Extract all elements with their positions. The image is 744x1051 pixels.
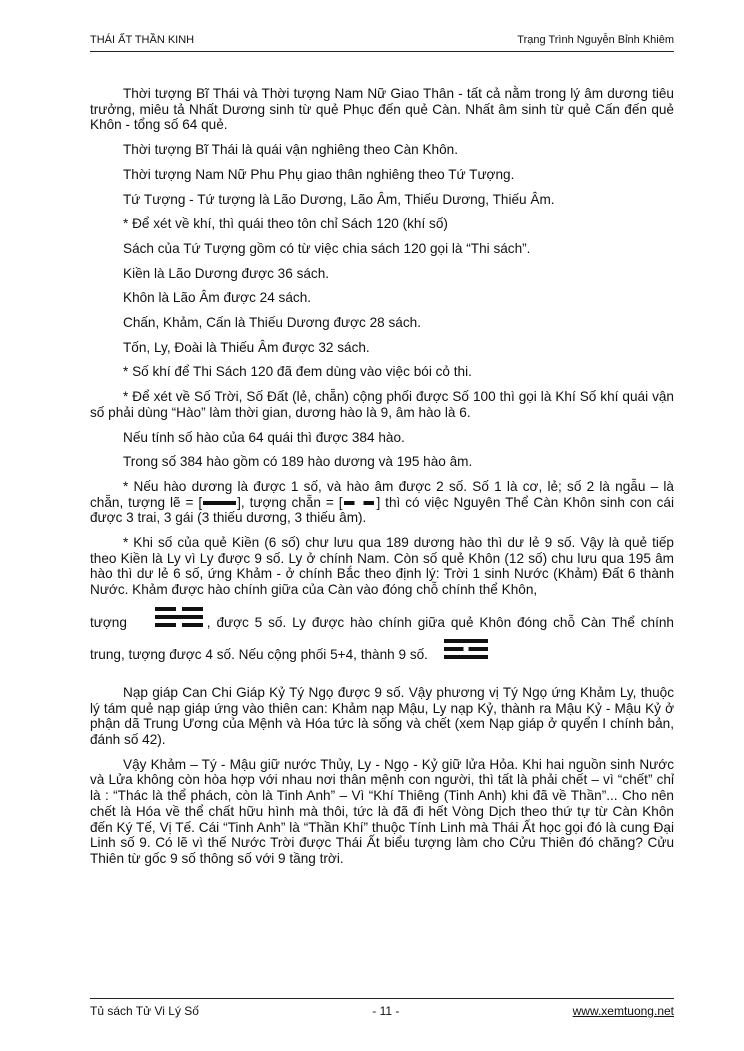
paragraph: Thời tượng Nam Nữ Phu Phụ giao thân nghiêng theo Tứ Tượng. bbox=[123, 166, 515, 182]
text-run: ] thì có việc Nguyên Thể Càn Khôn sinh con cái được 3 trai, 3 gái (3 thiếu dương, 3 thiếu âm). bbox=[90, 494, 675, 526]
yin-line bbox=[155, 623, 203, 627]
footer-rule bbox=[90, 998, 674, 999]
text-run: ], tượng chẵn = [ bbox=[237, 494, 343, 510]
paragraph: Thời tượng Bĩ Thái và Thời tượng Nam Nữ Giao Thân - tất cả nằm trong lý âm dương tiêu trưởng, miêu tả Nhất Dương sinh từ quẻ Phục đến quẻ Càn. Nhất âm sinh từ quẻ Cấn đến quẻ Khôn - tổng số 64 quẻ. bbox=[90, 86, 674, 133]
text-run: * Nếu hào dương là được 1 số, và hào âm được 2 số. Số 1 là cơ, lẻ; số 2 là ngẫu – là chẵn, tượng lẽ = [ bbox=[90, 478, 674, 510]
paragraph: Tứ Tượng - Tứ tượng là Lão Dương, Lão Âm, Thiếu Dương, Thiếu Âm. bbox=[123, 191, 555, 207]
footer-series: Tủ sách Tử Vi Lý Số bbox=[90, 1004, 199, 1018]
yang-line bbox=[444, 639, 488, 643]
text-run: , được 5 số. Ly được hào chính giữa quẻ Khôn đóng chỗ Càn Thể chính trung, tượng bbox=[90, 614, 674, 662]
yang-line bbox=[155, 615, 203, 619]
yin-line bbox=[155, 607, 203, 611]
paragraph: * Để xét về khí, thì quái theo tôn chỉ Sách 120 (khí số) bbox=[123, 216, 448, 232]
yin-line bbox=[444, 647, 488, 651]
paragraph: Trong số 384 hào gồm có 189 hào dương và 195 hào âm. bbox=[123, 454, 473, 470]
paragraph: Nạp giáp Can Chi Giáp Kỷ Tý Ngọ được 9 số. Vậy phương vị Tý Ngọ ứng Khảm Ly, thuộc lý tám quẻ nạp giáp ứng vào thiên can: Khảm nạp Mậu, Ly nạp Kỷ, thành ra Mậu Kỷ - Mậu Kỷ ở phận dã Trung Ương của Mệnh và Hóa tức là sống và chết (xem Nạp giáp ở quyển I chính bản, đánh số 42). bbox=[90, 684, 674, 747]
paragraph: Thời tượng Bĩ Thái là quái vận nghiêng theo Càn Khôn. bbox=[123, 142, 459, 158]
paragraph: Nếu tính số hào của 64 quái thì được 384 hào. bbox=[123, 429, 405, 445]
page-body bbox=[90, 86, 674, 876]
paragraph: Khôn là Lão Âm được 24 sách. bbox=[123, 290, 312, 306]
footer-website-link[interactable]: www.xemtuong.net bbox=[572, 1004, 674, 1018]
text-run: tượng bbox=[90, 614, 127, 630]
paragraph: Sách của Tứ Tượng gồm có từ việc chia sách 120 gọi là “Thi sách”. bbox=[123, 240, 531, 256]
text-run: được 4 số. Nếu cộng phối 5+4, thành 9 số. bbox=[169, 646, 428, 662]
yang-line bbox=[444, 655, 488, 659]
paragraph: Vậy Khảm – Tý - Mậu giữ nước Thủy, Ly - Ngọ - Kỷ giữ lửa Hỏa. Khi hai nguồn sinh Nước và Lửa không còn hòa hợp với nhau nơi thân mệnh con người, thì tất là phải chết – vì “chết” chỉ là : “Thác là thể phách, còn là Tinh Anh” – Vì “Khí Thiêng (Tinh Anh) khi đã về Thần”... Cho nên chết là Hóa về thể chất hữu hình mà thôi, tức là đã đi hết Vòng Dịch theo thứ tự từ Càn Khôn đến Ký Tế, Vị Tế. Cái “Tinh Anh” là “Thần Khí” thuộc Tính Linh mà Thái Ất học gọi đó là cung Đại Linh số 9. Có lẽ vì thế Nước Trời được Thái Ất biểu tượng làm cho Cửu Thiên đó chăng? Cửu Thiên từ gốc 9 số thông số với 9 tầng trời. bbox=[90, 756, 674, 866]
page-number: - 11 - bbox=[372, 1004, 400, 1018]
page-footer bbox=[90, 1004, 674, 1018]
paragraph: Kiền là Lão Dương được 36 sách. bbox=[123, 265, 330, 281]
kham-trigram-icon bbox=[155, 607, 203, 631]
paragraph: Chấn, Khảm, Cấn là Thiếu Dương được 28 sách. bbox=[123, 315, 421, 331]
header-rule bbox=[90, 51, 674, 52]
page-header bbox=[90, 34, 674, 46]
paragraph-trigrams bbox=[90, 607, 674, 671]
paragraph-yin-yang bbox=[90, 479, 674, 526]
yin-line-icon bbox=[344, 501, 374, 505]
paragraph: * Để xét về Số Trời, Số Đất (lẻ, chẵn) cộng phối được Số 100 thì gọi là Khí Số khí quái vận số phải dùng “Hào” làm thời gian, dương hào là 9, âm hào là 6. bbox=[90, 389, 674, 420]
paragraph: Tốn, Ly, Đoài là Thiếu Âm được 32 sách. bbox=[123, 339, 370, 355]
paragraph: * Số khí để Thi Sách 120 đã đem dùng vào việc bói cỏ thi. bbox=[123, 364, 472, 380]
paragraph: * Khi số của quẻ Kiền (6 số) chư lưu qua 189 dương hào thì dư lẻ 9 số. Vậy là quẻ tiếp theo Kiền là Ly vì Ly được 9 số. Ly ở chính Nam. Còn số quẻ Khôn (12 số) chu lưu qua 195 âm hào thì dư lẻ 6 số, ứng Khảm - ở chính Bắc theo định lý: Trời 1 sinh Nước (Khảm) Đất 6 thành Nước. Khảm được hào chính giữa của Càn vào đóng chỗ chính thể Khôn, bbox=[90, 535, 674, 598]
header-author: Trạng Trình Nguyễn Bỉnh Khiêm bbox=[517, 34, 674, 46]
yang-line-icon bbox=[203, 501, 236, 505]
header-book-title: THÁI ẤT THẦN KINH bbox=[90, 34, 195, 46]
ly-trigram-icon bbox=[444, 639, 488, 663]
